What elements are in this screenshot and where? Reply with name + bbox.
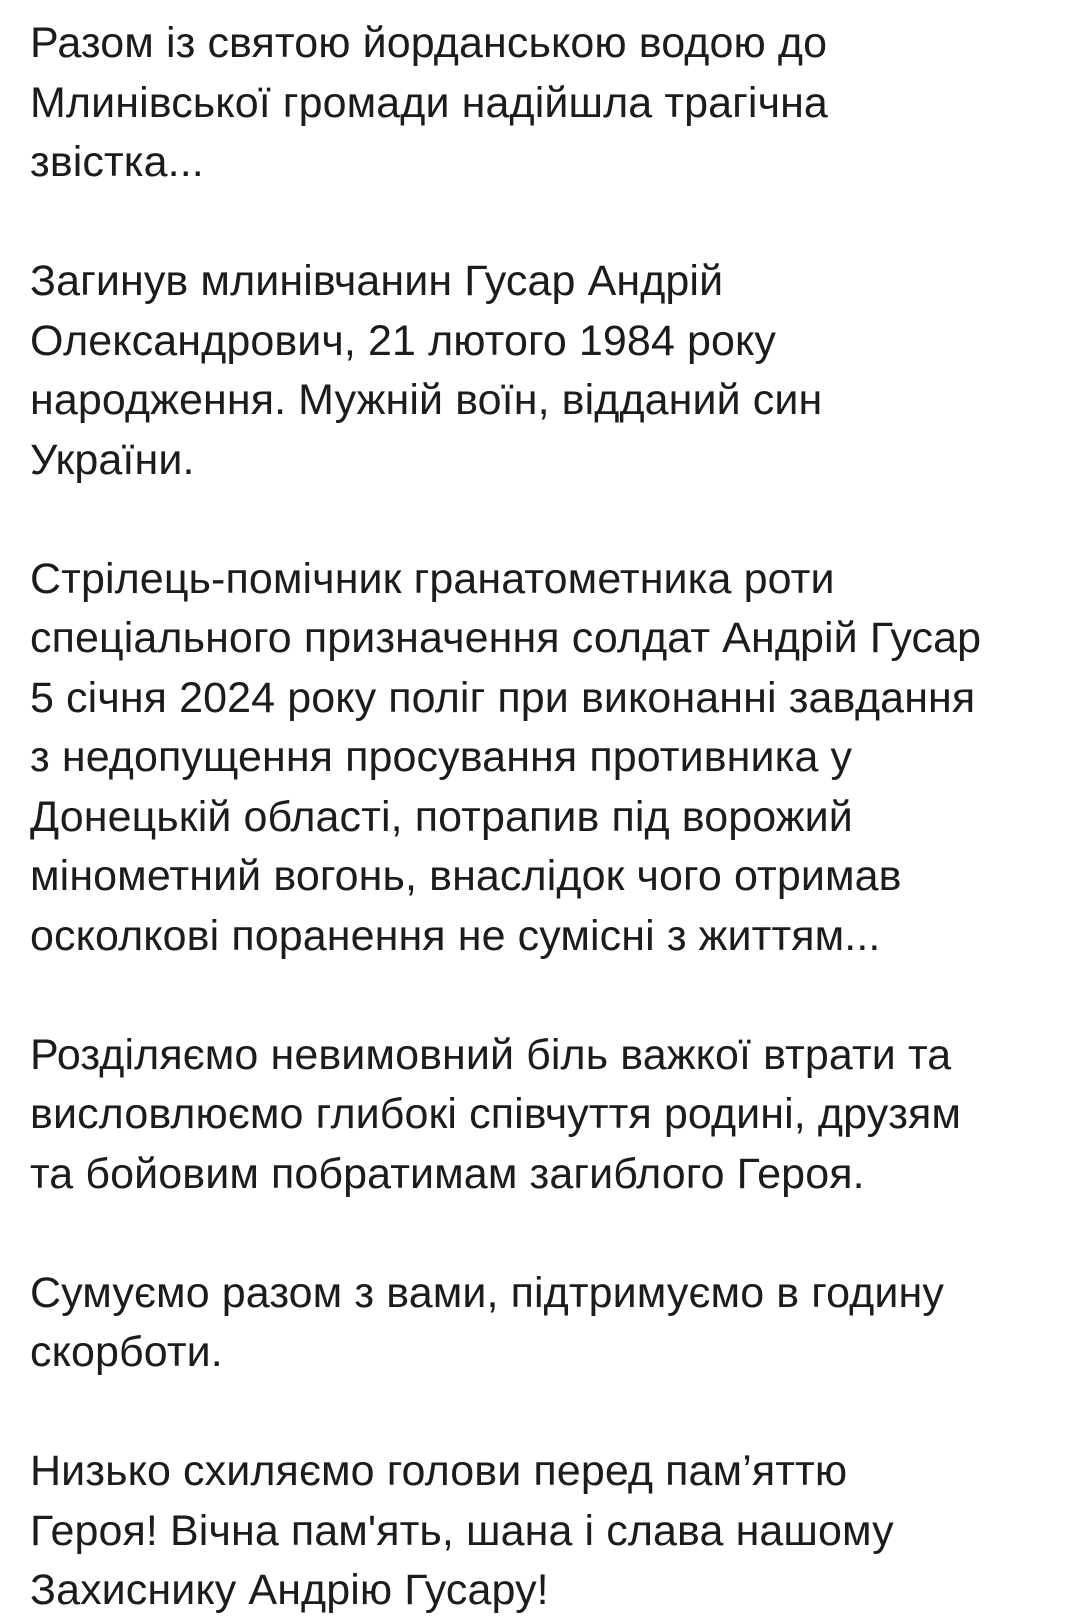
text-line: з недопущення просування противника у [30, 733, 853, 781]
text-line: та бойовим побратимам загиблого Героя. [30, 1149, 865, 1198]
text-line: Героя! Вічна пам'ять, шана і слава нашому [30, 1506, 894, 1555]
text-line: України. [30, 435, 195, 484]
paragraph-service [30, 550, 1060, 967]
paragraph-fallen [30, 252, 1060, 490]
text-line: Донецькій області, потрапив під ворожий [30, 792, 853, 841]
text-line: скорботи. [30, 1328, 223, 1376]
text-line: Низько схиляємо голови перед пам’яттю [30, 1447, 848, 1495]
paragraph-mourning [30, 1264, 1060, 1383]
text-line: осколкові поранення не сумісні з життям... [30, 911, 881, 960]
text-line: Загинув млинівчанин Гусар Андрій [30, 257, 724, 305]
text-line: Сумуємо разом з вами, підтримуємо в годину [30, 1268, 944, 1317]
text-line: Млинівської громади надійшла трагічна [30, 78, 828, 127]
paragraph-tribute [30, 1442, 1060, 1621]
text-line: Стрілець-помічник гранатометника роти [30, 554, 835, 603]
text-line: Розділяємо невимовний біль важкої втрати та [30, 1030, 952, 1079]
paragraph-condolences [30, 1026, 1060, 1205]
text-line: Олександрович, 21 лютого 1984 року [30, 316, 777, 365]
text-line: звістка... [30, 138, 204, 186]
post-text [30, 14, 1060, 1621]
text-line: народження. Мужній воїн, відданий син [30, 376, 823, 424]
paragraph-news [30, 14, 1060, 193]
text-line: Захиснику Андрію Гусару! [30, 1566, 549, 1614]
text-line: спеціального призначення солдат Андрій Гусар [30, 614, 982, 662]
text-line: висловлюємо глибокі співчуття родині, друзям [30, 1090, 962, 1138]
text-line: Разом із святою йорданською водою до [30, 19, 828, 67]
text-line: 5 січня 2024 року поліг при виконанні завдання [30, 673, 976, 722]
text-line: мінометний вогонь, внаслідок чого отримав [30, 852, 902, 900]
